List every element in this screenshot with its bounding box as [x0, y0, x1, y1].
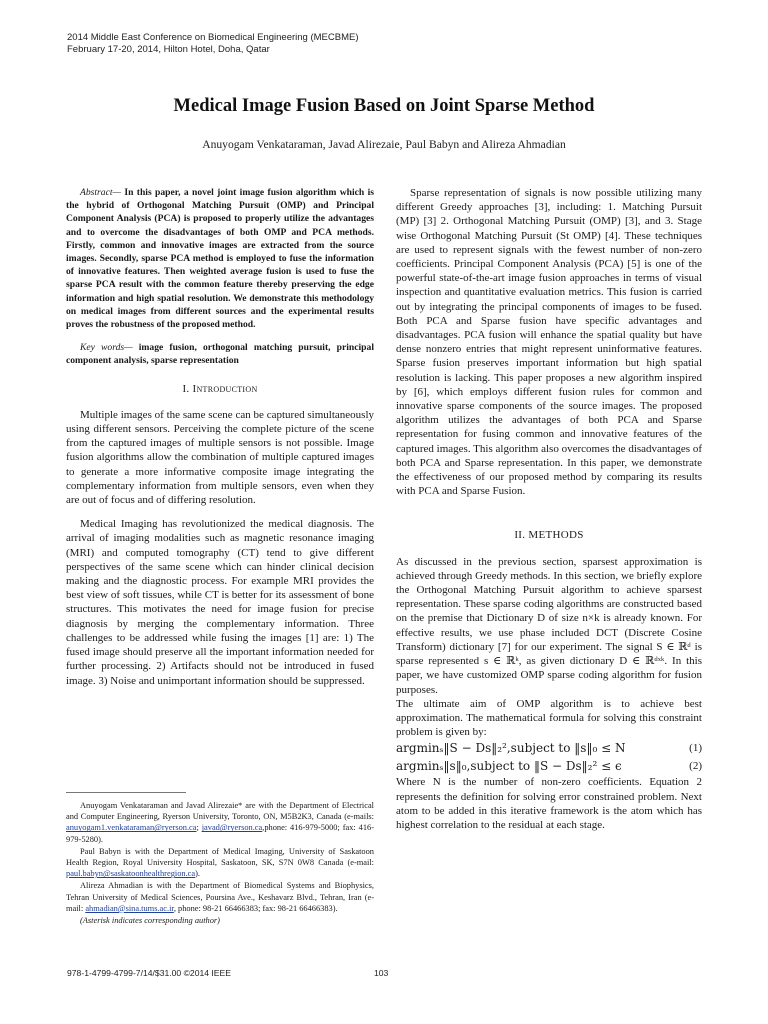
footnote-asterisk-note: (Asterisk indicates corresponding author) [80, 916, 220, 926]
footnote-divider [66, 792, 186, 793]
footnote-text: Anuyogam Venkataraman and Javad Alirezaie* are with the Department of Electrical and Computer Engineering, Ryerson University, Toronto, ON, M5B2K3, Canada (e-mails: [66, 801, 374, 822]
keywords-label: Key words— [80, 342, 133, 354]
keywords [66, 341, 374, 367]
footnotes [66, 800, 374, 927]
right-column [396, 186, 702, 832]
conference-date-location: February 17-20, 2014, Hilton Hotel, Doha, Qatar [67, 44, 270, 55]
footnote-affiliation-2 [66, 846, 374, 880]
email-link-venkataraman[interactable]: anuyogam1.venkataraman@ryerson.ca [66, 823, 197, 833]
equation-1-formula: argminₛ‖S − Ds‖₂²,subject to ‖s‖₀ ≤ N [396, 741, 626, 756]
section-heading-introduction: I. Introduction [182, 382, 258, 395]
equation-1 [396, 739, 702, 757]
abstract-label: Abstract— [80, 187, 122, 198]
footnote-affiliation-3 [66, 880, 374, 914]
left-column [66, 186, 374, 698]
footnote-text: Paul Babyn is with the Department of Medical Imaging, University of Saskatoon Health Region, Royal University Hospital, Saskatoon, SK, S7N 0W8 Canada (e-mail: [66, 846, 374, 868]
methods-paragraph-1: As discussed in the previous section, sparsest approximation is achieved through Greedy methods. In this section, we briefly explore the Orthogonal Matching Pursuit algorithm to achieve sparsest representation. These sparse coding algorithms are constructed based on the premise that Dictionary D of size n×k is already known. For effective results, we use phase included DCT (Discrete Cosine Transform) dictionary [7] for our experiment. The signal S ∈ ℝᵈ is sparse represented s ∈ ℝᵏ, as given dictionary D ∈ ℝᵈˣᵏ. In this paper, we have customized OMP sparse coding algorithm for fusion purposes. [396, 555, 702, 696]
footnote-text: ). [195, 869, 200, 879]
paper-authors: Anuyogam Venkataraman, Javad Alirezaie, Paul Babyn and Alireza Ahmadian [202, 138, 566, 151]
intro-paragraph-2: Medical Imaging has revolutionized the medical diagnosis. The arrival of imaging modalities such as magnetic resonance imaging (MRI) and computed tomography (CT) tend to give different perspectives of the same scene which can hinder clinical decision making and the diagnostic process. For example MRI provides the best view of soft tissues, while CT is better for its assessment of bone structures. This motivates the need for image fusion for precise diagnosis by merging the complementary information. Three challenges to be addressed while fusing the images [1] are: 1) The fused image should preserve all the important information needed for further processing. 2) Artifacts should not be introduced in fused image. 3) Noise and unimportant information should be suppressed. [66, 518, 374, 687]
equation-1-number: (1) [689, 742, 702, 755]
right-paragraph-1: Sparse representation of signals is now possible utilizing many different Greedy approaches [3], including: 1. Matching Pursuit (MP) [3] 2. Orthogonal Matching Pursuit (OMP) [3], and 3. Stage wise Orthogonal Matching Pursuit (St OMP) [4]. These techniques are used to represent signals with the fewest number of non-zero coefficients. Principal Component Analysis (PCA) [5] is one of the powerful state-of-the-art image fusion approaches in terms of visual inspection and quantitative evaluation metrics. This fusion is carried out by integrating the principal components of images to be fused. Both PCA and Sparse fusion have specific advantages and disadvantages. PCA fusion will enhance the spatial quality but have dense nonzero entries that might represent uninformative features. Sparse fusion preserves important information but high spatial resolution is lacking. This paper proposes a new algorithm inspired by [6], which employs different fusion rules for common and innovative sparse components of the source images. The proposed algorithm utilizes the advantages of both PCA and Sparse representation for fusing common and innovative features of the captured images. This algorithm also overcomes the disadvantages of both PCA and Sparse representation. In this paper, we demonstrate the effectiveness of our proposed method by comparing its results with PCA and Sparse Fusion. [396, 187, 702, 498]
conference-name: 2014 Middle East Conference on Biomedical Engineering (MECBME) [67, 32, 359, 43]
equation-2-formula: argminₛ‖s‖₀,subject to ‖S − Ds‖₂² ≤ ϵ [396, 759, 622, 774]
email-link-ahmadian[interactable]: ahmadian@sina.tums.ac.ir [85, 903, 174, 913]
section-heading-methods: II. METHODS [514, 529, 584, 542]
abstract-text: In this paper, a novel joint image fusion algorithm which is the hybrid of Orthogonal Matching Pursuit (OMP) and Principal Component Analysis (PCA) is proposed to properly utilize the advantages and to overcome the disadvantages of both OMP and PCA methods. Firstly, common and innovative images are extracted from the source images. Secondly, sparse PCA method is employed to fuse the information of innovative features. Then weighted average fusion is used to fuse the sparse PCA result with the common feature thereby preserving the edge information and high spatial resolution. We demonstrate this methodology on medical images from different sources and the experimental results proves the robustness of the proposed method. [66, 187, 374, 331]
footnote-text: ; [196, 823, 202, 833]
footnote-text: Alireza Ahmadian is with the Department of Biomedical Systems and Biophysics, Tehran University of Medical Sciences, Poursina Ave., Keshavarz Blvd., Tehran, Iran (e-mail: [66, 881, 374, 913]
keywords-text: image fusion, orthogonal matching pursuit, principal component analysis, sparse representation [66, 342, 374, 367]
conference-header [67, 32, 358, 56]
intro-paragraph-1: Multiple images of the same scene can be captured simultaneously using different sensors. Perceiving the complete picture of the scene from the captured images of multiple sensors is not possible. Image fusion algorithms allow the combination of multiple captured images to generate a more informative composite image integrating the complementary information from multiple sensors, even when they are out of focus and of differing resolution. [66, 408, 374, 507]
equation-2 [396, 757, 702, 775]
methods-paragraph-2: The ultimate aim of OMP algorithm is to achieve best approximation. The mathematical formula for solving this constraint problem is given by: [396, 697, 702, 739]
abstract [66, 186, 374, 331]
paper-title: Medical Image Fusion Based on Joint Sparse Method [173, 96, 595, 116]
footnote-affiliation-1 [66, 800, 374, 845]
footnote-text: , phone: 98-21 66466383; fax: 98-21 66466383). [173, 903, 338, 913]
equation-2-number: (2) [689, 760, 702, 773]
page-number: 103 [374, 968, 389, 978]
methods-paragraph-3: Where N is the number of non-zero coefficients. Equation 2 represents the definition for solving error constrained problem. Next atom to be added in this iterative framework is the atom which has highest correlation to the residual at each stage. [396, 776, 702, 831]
footnote-text: ,phone: 416-979-5000; fax: 416- 979-5280). [66, 823, 374, 844]
email-link-alirezaie[interactable]: javad@ryerson.ca [201, 823, 263, 833]
email-link-babyn[interactable]: paul.babyn@saskatoonhealthregion.ca [66, 869, 196, 879]
footer-isbn: 978-1-4799-4799-7/14/$31.00 ©2014 IEEE [67, 968, 232, 978]
